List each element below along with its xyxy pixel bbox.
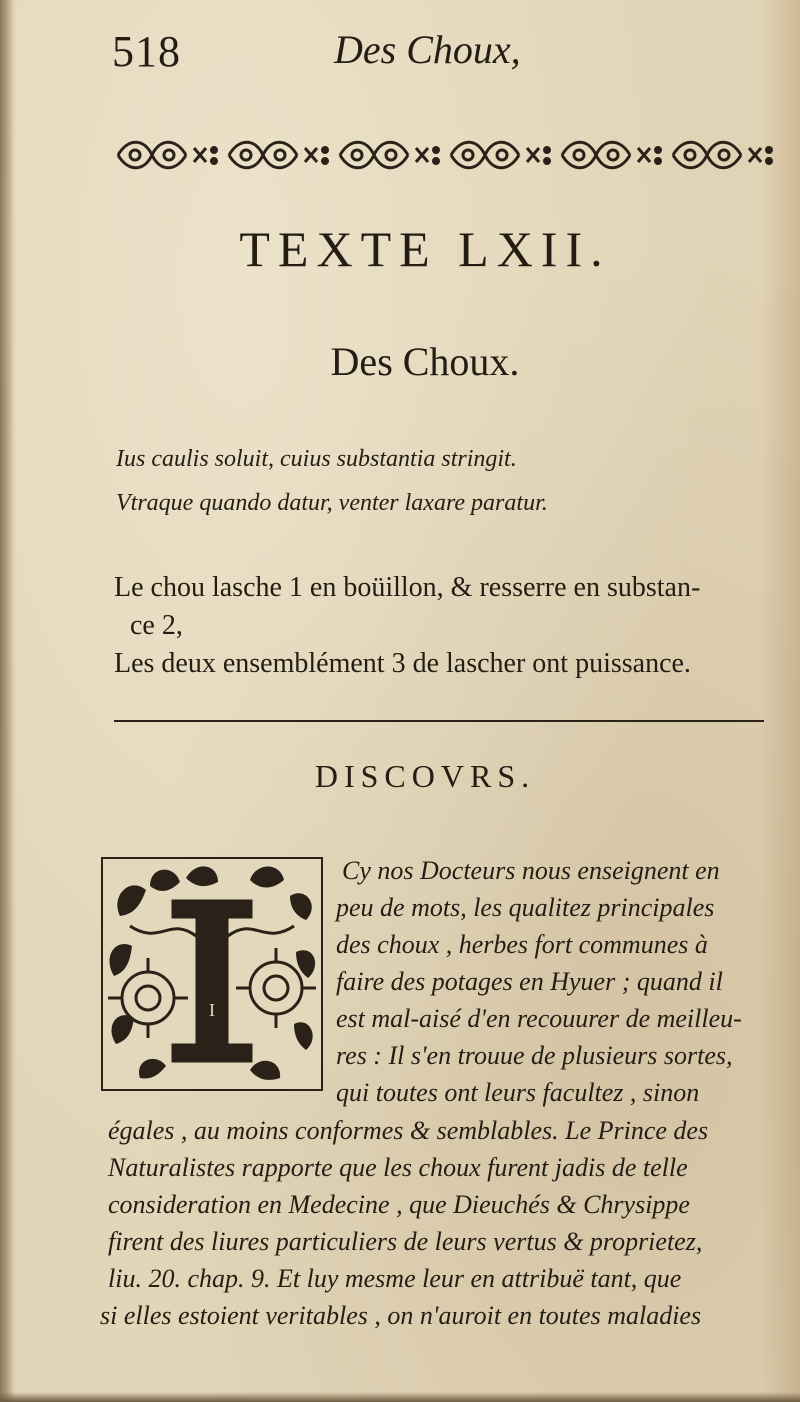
body-line: res : Il s'en trouue de plusieurs sortes, (336, 1041, 733, 1070)
body-line: si elles estoient veritables , on n'auroit en toutes maladies (100, 1301, 702, 1330)
latin-verse-line: Ius caulis soluit, cuius substantia stringit. (116, 446, 517, 472)
body-line: liu. 20. chap. 9. Et luy mesme leur en attribuë tant, que (108, 1264, 682, 1293)
body-line: firent des liures particuliers de leurs vertus & proprietez, (108, 1227, 703, 1256)
section-subheading: Des Choux. (330, 339, 520, 384)
body-line: Naturalistes rapporte que les choux furent jadis de telle (108, 1153, 688, 1182)
decorated-initial (100, 856, 324, 1092)
body-line: faire des potages en Hyuer ; quand il (336, 967, 723, 996)
body-line: des choux , herbes fort communes à (336, 930, 708, 959)
french-verse-line: Le chou lasche 1 en boüillon, & resserre en substan- (114, 572, 701, 603)
body-line: égales , au moins conformes & semblables. Le Prince des (108, 1116, 709, 1145)
initial-letter: I (209, 1000, 215, 1020)
latin-verse-line: Vtraque quando datur, venter laxare paratur. (116, 490, 548, 516)
page-bottom-shadow (0, 1392, 800, 1402)
section-heading: TEXTE LXII. (239, 221, 611, 277)
running-title: Des Choux, (334, 27, 521, 72)
page-number: 518 (112, 27, 181, 76)
body-line: est mal-aisé d'en recouurer de meilleu- (336, 1004, 742, 1033)
page-gutter-shadow (0, 0, 14, 1402)
ornament-band (114, 128, 782, 182)
french-verse-line: ce 2, (130, 610, 183, 641)
body-line: qui toutes ont leurs facultez , sinon (336, 1078, 700, 1107)
discours-heading: DISCOVRS. (314, 758, 536, 794)
body-line: Cy nos Docteurs nous enseignent en (342, 856, 720, 885)
horizontal-rule (114, 720, 764, 722)
body-line: consideration en Medecine , que Dieuchés & Chrysippe (108, 1190, 690, 1219)
french-verse-line: Les deux ensemblément 3 de lascher ont puissance. (114, 648, 691, 679)
body-line: peu de mots, les qualitez principales (336, 893, 715, 922)
